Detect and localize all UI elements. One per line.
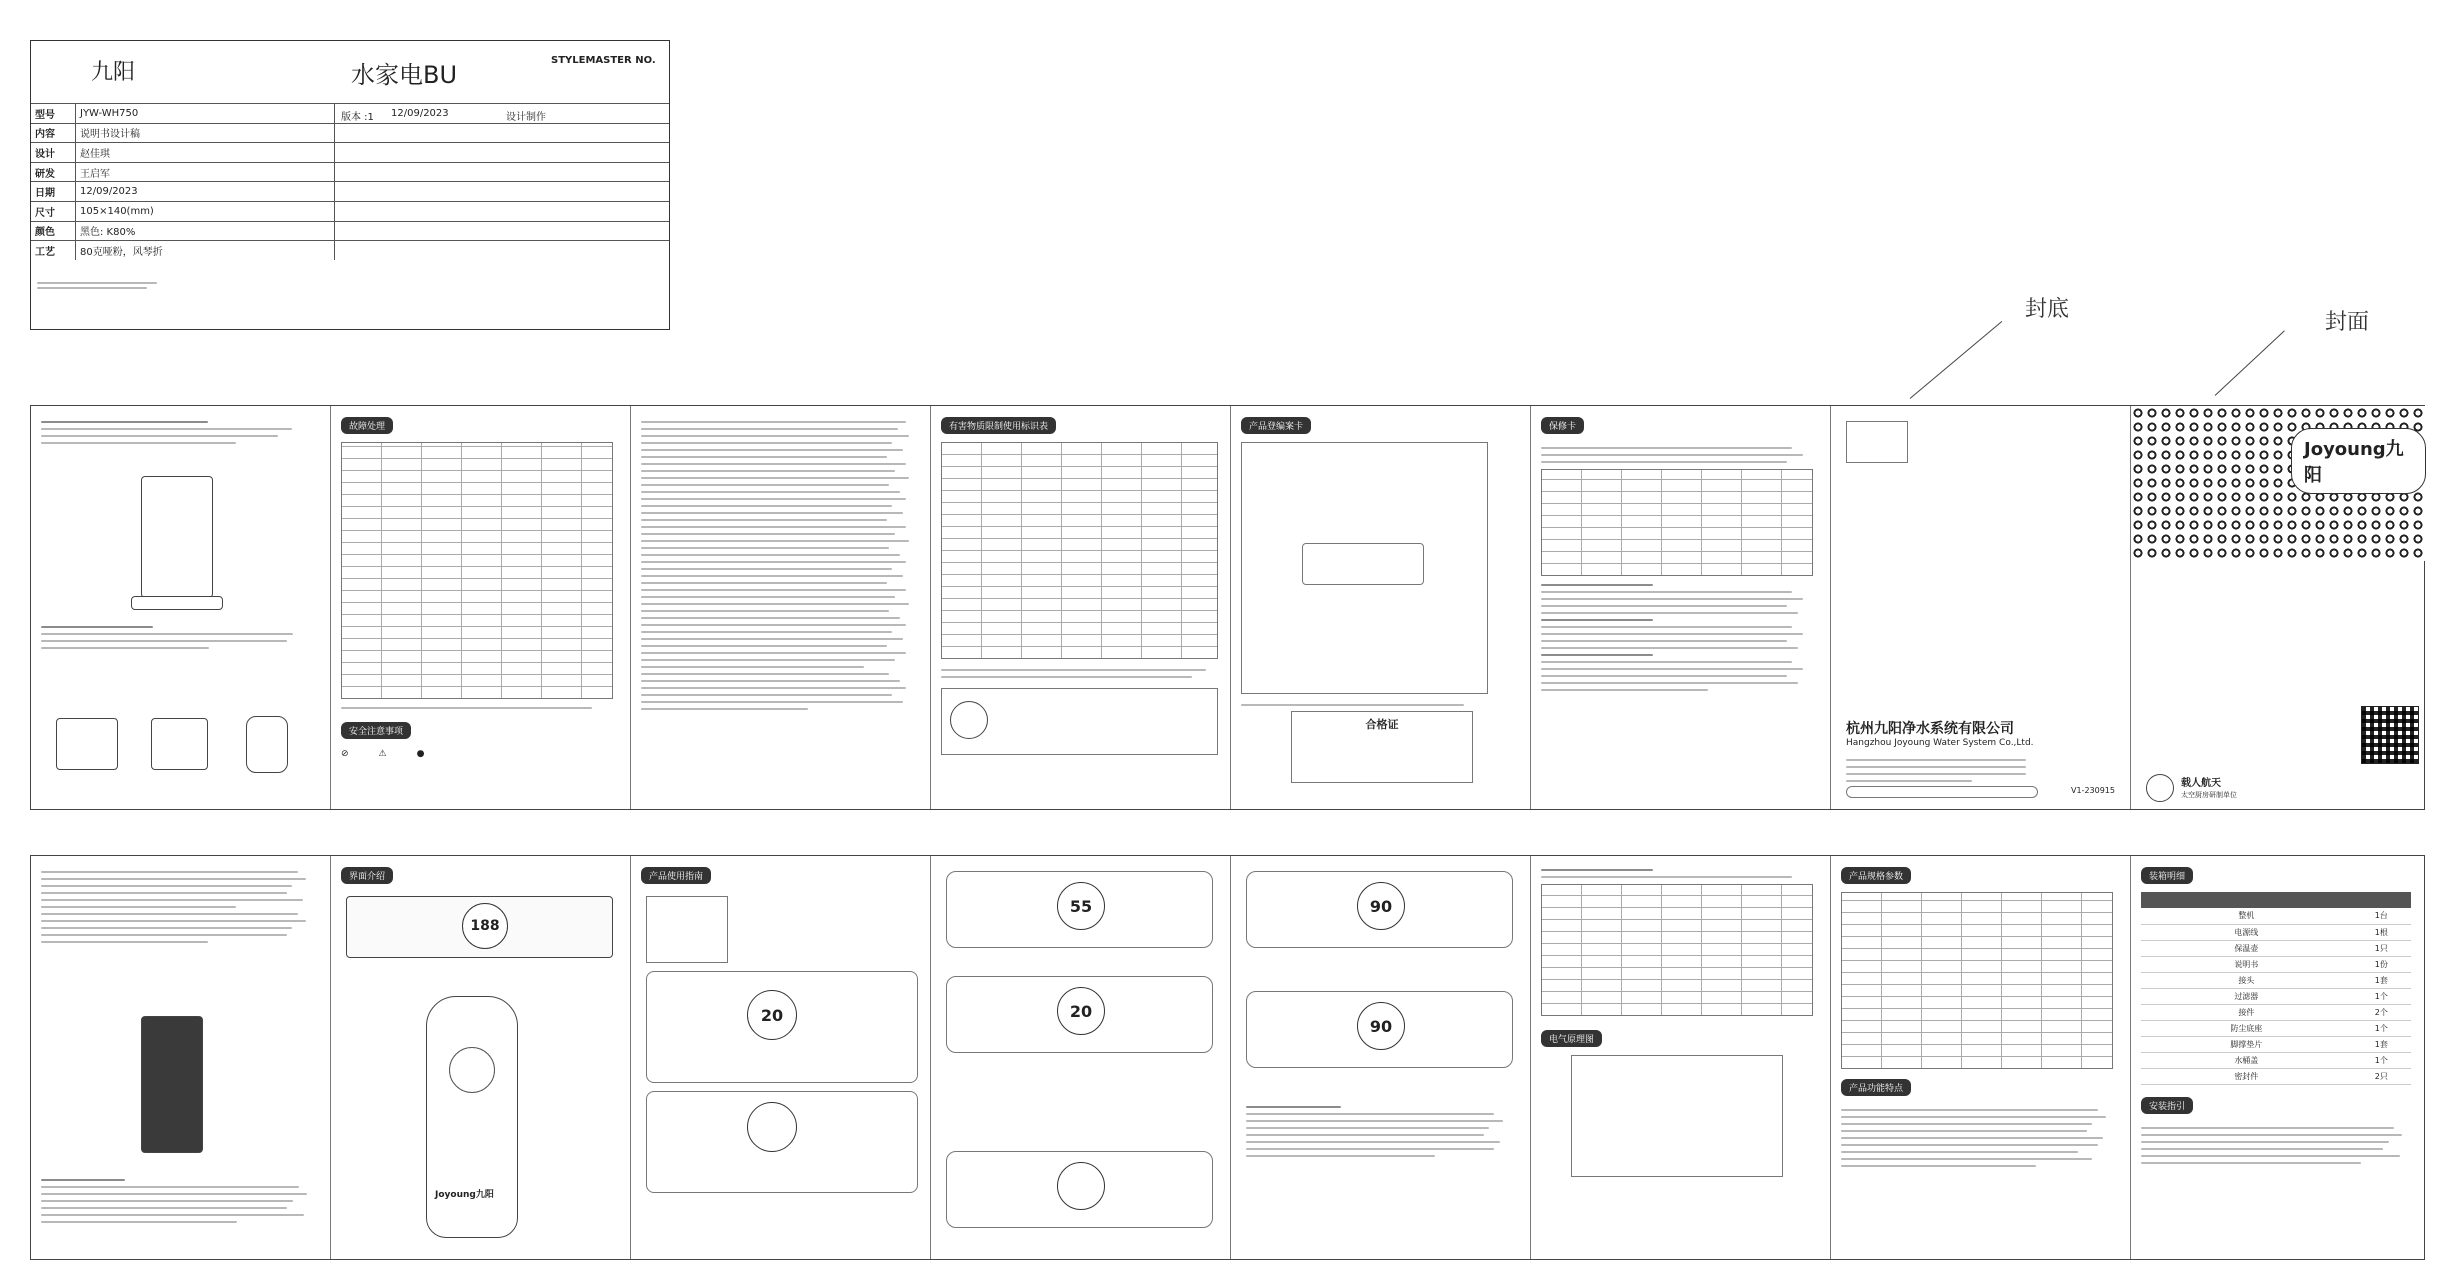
eco-seal-icon [950, 701, 988, 739]
front-cover-label: 封面 [2325, 310, 2370, 335]
spec-table [31, 103, 669, 260]
specs-table [1841, 892, 2113, 1069]
qr-code [2361, 706, 2419, 764]
section-title: 产品登编案卡 [1241, 417, 1311, 434]
table-row: 接头 1套 [2141, 972, 2411, 988]
panel-troubleshooting [331, 406, 631, 809]
recycling-note-box [941, 688, 1218, 755]
table-row: 水桶盖 1个 [2141, 1052, 2411, 1068]
table-row: 接件 2个 [2141, 1004, 2411, 1020]
panel-electrical [1531, 856, 1831, 1259]
demo-display: 20 [747, 990, 797, 1040]
panel-boiling-modes [1231, 856, 1531, 1259]
demo-display: 90 [1357, 1002, 1405, 1050]
panel-hazardous-substances [931, 406, 1231, 809]
table-row: 过滤器 1个 [2141, 988, 2411, 1004]
department-name: 水家电BU [351, 61, 458, 89]
troubleshooting-table [341, 442, 613, 699]
section-title: 有害物质限制使用标识表 [941, 417, 1056, 434]
notice-pill [1846, 786, 2038, 798]
table-row: 尺寸 105×140(mm) [31, 201, 669, 221]
mandatory-icon: ● [416, 749, 425, 759]
display-demo-box [1246, 991, 1513, 1068]
safety-text-block [631, 406, 930, 725]
remote-dpad [449, 1047, 495, 1093]
certificate-title: 合格证 [1365, 718, 1399, 731]
step-illustration [646, 896, 728, 963]
packing-table [2141, 892, 2411, 1085]
company-name-en: Hangzhou Joyoung Water System Co.,Ltd. [1846, 738, 2034, 748]
manual-sheet-row-1 [30, 405, 2425, 810]
display-demo-box [946, 871, 1213, 948]
table-row: 设计 赵佳琪 [31, 143, 669, 163]
prohibit-icon: ⊘ [341, 749, 349, 759]
remote-brand: Joyoung九阳 [435, 1190, 494, 1200]
display-demo-box [646, 1091, 918, 1193]
demo-display: 20 [1057, 987, 1105, 1035]
demo-display-blank [1057, 1162, 1105, 1210]
title-block [30, 40, 670, 330]
panel-intro [31, 856, 331, 1259]
table-row: 整机 1台 [2141, 908, 2411, 924]
display-demo-box [946, 976, 1213, 1053]
kettle-illustration [246, 716, 288, 773]
section-title: 安装指引 [2141, 1097, 2193, 1114]
stylemaster-label: STYLEMASTER NO. [551, 55, 656, 66]
section-title: 装箱明细 [2141, 867, 2193, 884]
joyoung-logo: Joyoung九阳 [2291, 428, 2426, 494]
panel-safety-text [631, 406, 931, 809]
standards-table [1541, 884, 1813, 1016]
table-row: 说明书 1份 [2141, 956, 2411, 972]
table-row: 脚撑垫片 1套 [2141, 1036, 2411, 1052]
slogan-sub: 太空厨房研制单位 [2181, 791, 2237, 799]
display-demo-box [946, 1151, 1213, 1228]
panel-temperature-modes [931, 856, 1231, 1259]
panel-product-specs [1831, 856, 2131, 1259]
warning-icon: ⚠ [378, 749, 387, 759]
section-title: 产品规格参数 [1841, 867, 1911, 884]
section-title: 电气原理图 [1541, 1030, 1602, 1047]
table-row: 研发 王启军 [31, 162, 669, 182]
control-panel-illustration [346, 896, 613, 958]
dispenser-illustration [141, 476, 213, 598]
panel-warranty [1531, 406, 1831, 809]
circuit-diagram [1571, 1055, 1783, 1177]
slogan: 载人航天 [2181, 778, 2221, 789]
display-demo-box [1246, 871, 1513, 948]
table-row: 防尘底座 1个 [2141, 1020, 2411, 1036]
space-program-seal-icon [2146, 774, 2174, 802]
panel-back-cover [1831, 406, 2131, 809]
table-row: 型号 JYW-WH750 版本 :1 12/09/2023 设计制作 [31, 104, 669, 124]
certification-box [1846, 421, 1908, 463]
section-title: 安全注意事项 [341, 722, 411, 739]
install-step-2-illustration [151, 718, 208, 770]
back-cover-leader-line [1910, 321, 2003, 399]
barcode-placeholder [1302, 543, 1424, 585]
version-code: V1-230915 [2071, 786, 2115, 795]
panel-installation [31, 406, 331, 809]
company-name: 杭州九阳净水系统有限公司 [1846, 721, 2014, 737]
table-row: 电源线 1根 [2141, 924, 2411, 940]
remote-control-illustration [426, 996, 518, 1238]
table-row: 工艺 80克哑粉，风琴折 [31, 241, 669, 260]
fine-print-notes [37, 279, 157, 292]
front-cover-leader-line [2215, 330, 2285, 396]
warranty-table [1541, 469, 1813, 576]
section-title: 故障处理 [341, 417, 393, 434]
section-title: 界面介绍 [341, 867, 393, 884]
panel-interface-intro [331, 856, 631, 1259]
panel-registration-card [1231, 406, 1531, 809]
hazardous-substances-table [941, 442, 1218, 659]
table-row: 颜色 黑色: K80% [31, 221, 669, 241]
demo-display: 55 [1057, 882, 1105, 930]
demo-display-blank [747, 1102, 797, 1152]
table-row: 日期 12/09/2023 [31, 182, 669, 202]
dispenser-illustration [141, 1016, 203, 1153]
base-illustration [131, 596, 223, 610]
section-title: 产品使用指南 [641, 867, 711, 884]
display-demo-box [646, 971, 918, 1083]
section-title: 保修卡 [1541, 417, 1584, 434]
panel-packing-list [2131, 856, 2426, 1259]
install-step-1-illustration [56, 718, 118, 770]
table-row: 内容 说明书设计稿 [31, 123, 669, 143]
table-row: 保温壶 1只 [2141, 940, 2411, 956]
brand-name: 九阳 [91, 60, 136, 85]
panel-front-cover [2131, 406, 2426, 809]
section-title: 产品功能特点 [1841, 1079, 1911, 1096]
manual-sheet-row-2 [30, 855, 2425, 1260]
panel-display: 188 [462, 903, 508, 949]
table-row: 密封件 2只 [2141, 1068, 2411, 1084]
back-cover-label: 封底 [2025, 297, 2070, 322]
demo-display: 90 [1357, 882, 1405, 930]
panel-usage-guide [631, 856, 931, 1259]
registration-form [1241, 442, 1488, 694]
certificate-box [1291, 711, 1473, 783]
